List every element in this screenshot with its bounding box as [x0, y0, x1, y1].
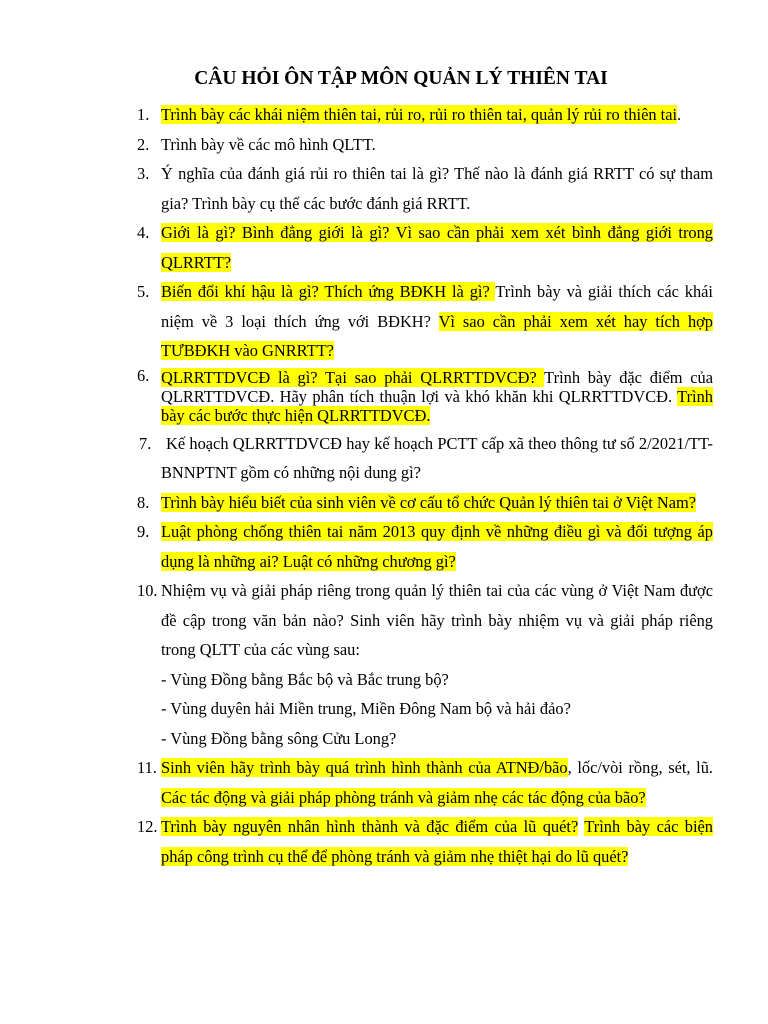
question-number: 2.: [137, 134, 150, 154]
question-number: 5.: [137, 282, 150, 301]
question-text: [161, 493, 696, 512]
question-text: [161, 434, 713, 483]
question-item: [137, 218, 713, 277]
question-text-segment: .: [677, 105, 682, 124]
question-number: 3.: [137, 164, 150, 183]
question-number: 8.: [137, 492, 150, 512]
highlighted-text: QLRRTTDVCĐ là gì? Tại sao phải QLRRTTDVCĐ?: [161, 367, 545, 387]
question-item: [137, 753, 713, 812]
question-item: [137, 517, 713, 576]
question-text: [161, 817, 713, 866]
question-text: [161, 368, 713, 425]
question-number: 11.: [137, 758, 157, 777]
region-subitem: - Vùng Đồng bằng Bắc bộ và Bắc trung bộ?: [161, 669, 449, 689]
question-item: [137, 130, 713, 160]
document-title: CÂU HỎI ÔN TẬP MÔN QUẢN LÝ THIÊN TAI: [194, 68, 608, 89]
highlighted-text: Trình bày các khái niệm thiên tai, rủi ro, rủi ro thiên tai, quản lý rủi ro thiên tai: [161, 105, 678, 124]
question-item: [137, 488, 713, 518]
question-text: [161, 282, 713, 360]
question-text: [161, 522, 713, 571]
highlighted-text: Trình bày hiểu biết của sinh viên về cơ cấu tổ chức Quản lý thiên tai ở Việt Nam?: [161, 492, 697, 512]
question-text-segment: Nhiệm vụ và giải pháp riêng trong quản lý thiên tai của các vùng ở Việt Nam được đề cập trong văn bản nào? Sinh viên hãy trình bày nhiệm vụ và giải pháp riêng trong QLTT của các vùng sau:: [161, 581, 713, 659]
question-number: 10.: [137, 581, 158, 600]
question-text: [161, 758, 713, 807]
question-list: [137, 100, 713, 871]
question-number: 9.: [137, 522, 150, 541]
highlighted-text: Giới là gì? Bình đẳng giới là gì? Vì sao cần phải xem xét bình đẳng giới trong QLRRTT?: [161, 223, 713, 272]
question-item: [137, 812, 713, 871]
question-number: 7.: [139, 433, 152, 453]
question-item: [137, 100, 713, 130]
question-item: [137, 576, 713, 665]
region-subitem: - Vùng duyên hải Miền trung, Miền Đông Nam bộ và hải đảo?: [161, 699, 571, 718]
question-number: 4.: [137, 223, 150, 242]
question-text-segment: , lốc/vòi rồng, sét, lũ.: [567, 758, 713, 777]
highlighted-text: Vì sao cần phải xem xét hay tích hợp TƯBĐKH vào GNRRTT?: [161, 311, 713, 360]
highlighted-text: Trình bày các biện pháp công trình cụ thể để phòng tránh và giảm nhẹ thiệt hại do lũ quét?: [161, 817, 713, 866]
question-item: [137, 159, 713, 218]
question-text: [161, 105, 681, 124]
highlighted-text: Trình bày các bước thực hiện QLRRTTDVCĐ.: [161, 386, 713, 425]
question-number: 1.: [137, 105, 150, 124]
question-item: [137, 429, 713, 488]
question-text-segment: Ý nghĩa của đánh giá rủi ro thiên tai là gì? Thế nào là đánh giá RRTT có sự tham gia? Trình bày cụ thể các bước đánh giá RRTT.: [161, 164, 713, 213]
region-subitem: - Vùng Đồng bằng sông Cửu Long?: [161, 728, 397, 748]
highlighted-text: Luật phòng chống thiên tai năm 2013 quy định về những điều gì và đối tượng áp dụng là những ai? Luật có những chương gì?: [161, 522, 713, 571]
question-number: 12.: [137, 817, 158, 836]
highlighted-text: Các tác động và giải pháp phòng tránh và giảm nhẹ các tác động của bão?: [161, 787, 646, 807]
question-text: [161, 164, 713, 213]
question-text: [161, 135, 376, 154]
highlighted-text: Trình bày nguyên nhân hình thành và đặc điểm của lũ quét?: [161, 817, 579, 836]
question-number: 6.: [137, 365, 150, 385]
question-text-segment: Trình bày về các mô hình QLTT.: [161, 134, 376, 154]
question-item: [137, 277, 713, 366]
highlighted-text: Sinh viên hãy trình bày quá trình hình thành của ATNĐ/bão: [161, 758, 568, 777]
question-text: [161, 581, 713, 659]
question-text-segment: Trình bày đặc điểm của QLRRTTDVCĐ. Hãy phân tích thuận lợi và khó khăn khi QLRRTTDVCĐ.: [161, 367, 713, 406]
question-text: [161, 223, 713, 272]
highlighted-text: Biến đổi khí hậu là gì? Thích ứng BĐKH là gì?: [161, 282, 496, 301]
question-text-segment: Trình bày và giải thích các khái niệm về 3 loại thích ứng với BĐKH?: [161, 282, 713, 331]
question-item: [137, 366, 713, 429]
question-text-segment: Kế hoạch QLRRTTDVCĐ hay kế hoạch PCTT cấp xã theo thông tư số 2/2021/TT-BNNPTNT gồm có những nội dung gì?: [161, 433, 713, 482]
